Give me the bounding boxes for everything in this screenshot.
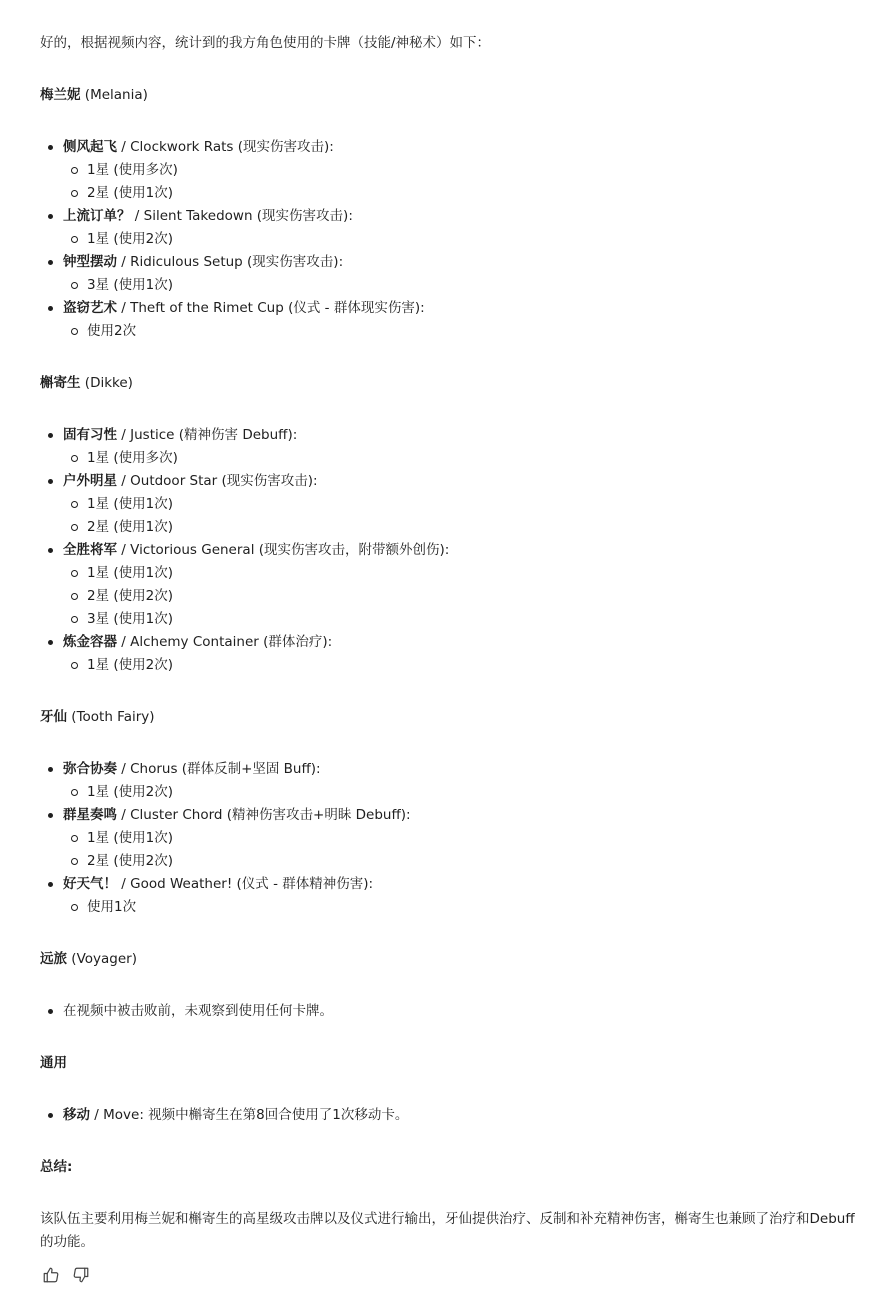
skill-detail: / Theft of the Rimet Cup (仪式 - 群体现实伤害):	[117, 300, 425, 316]
usage-item: 1星 (使用1次)	[63, 562, 856, 585]
skill-item	[40, 758, 856, 804]
skill-name-cn: 盗窃艺术	[63, 300, 117, 316]
note-item: 在视频中被击败前，未观察到使用任何卡牌。	[40, 1000, 856, 1023]
skill-name-cn: 钟型摆动	[63, 254, 117, 270]
section-title-cn: 远旅	[40, 951, 67, 967]
skill-item	[40, 251, 856, 297]
skill-list	[40, 1000, 856, 1023]
skill-detail: / Alchemy Container (群体治疗):	[117, 634, 333, 650]
skill-name-cn: 弥合协奏	[63, 761, 117, 777]
skill-item	[40, 136, 856, 205]
skill-item	[40, 424, 856, 470]
skill-list	[40, 1104, 856, 1127]
thumbs-down-icon	[72, 1266, 90, 1284]
intro-text: 好的，根据视频内容，统计到的我方角色使用的卡牌（技能/神秘术）如下：	[40, 35, 491, 51]
skill-name-cn: 好天气！	[63, 876, 117, 892]
skill-item	[40, 470, 856, 539]
skill-detail: / Chorus (群体反制+坚固 Buff):	[117, 761, 321, 777]
skill-name-cn: 固有习性	[63, 427, 117, 443]
usage-list	[63, 827, 856, 873]
section-title	[40, 372, 856, 395]
character-sections	[40, 84, 856, 1127]
usage-item: 1星 (使用多次)	[63, 159, 856, 182]
section-title-en: (Tooth Fairy)	[71, 709, 155, 725]
usage-item: 2星 (使用1次)	[63, 182, 856, 205]
section-title	[40, 84, 856, 107]
skill-item	[40, 873, 856, 919]
section-title	[40, 948, 856, 971]
skill-item	[40, 297, 856, 343]
section-title-cn: 牙仙	[40, 709, 67, 725]
skill-name-cn: 全胜将军	[63, 542, 117, 558]
skill-name-cn: 上流订单？	[63, 208, 131, 224]
skill-detail: / Outdoor Star (现实伤害攻击):	[117, 473, 318, 489]
usage-list	[63, 654, 856, 677]
section-title-en: (Dikke)	[84, 375, 133, 391]
skill-list	[40, 758, 856, 919]
skill-name-cn: 侧风起飞	[63, 139, 117, 155]
section-title	[40, 1052, 856, 1075]
skill-list	[40, 424, 856, 677]
usage-list	[63, 447, 856, 470]
skill-detail: / Move: 视频中槲寄生在第8回合使用了1次移动卡。	[90, 1107, 409, 1123]
usage-item: 2星 (使用2次)	[63, 585, 856, 608]
usage-list	[63, 274, 856, 297]
skill-item	[40, 1104, 856, 1127]
usage-item: 1星 (使用1次)	[63, 493, 856, 516]
section-title	[40, 706, 856, 729]
usage-item: 1星 (使用多次)	[63, 447, 856, 470]
usage-list	[63, 896, 856, 919]
skill-detail: / Cluster Chord (精神伤害攻击+明眛 Debuff):	[117, 807, 411, 823]
feedback-bar	[40, 1264, 856, 1286]
summary-title-text: 总结:	[40, 1159, 73, 1175]
usage-list	[63, 562, 856, 631]
section-title-en: (Voyager)	[71, 951, 137, 967]
skill-name-cn: 群星奏鸣	[63, 807, 117, 823]
skill-name-cn: 移动	[63, 1107, 90, 1123]
thumbs-up-button[interactable]	[40, 1264, 62, 1286]
usage-item: 使用1次	[63, 896, 856, 919]
usage-list	[63, 493, 856, 539]
skill-list	[40, 136, 856, 343]
usage-list	[63, 159, 856, 205]
skill-detail: / Silent Takedown (现实伤害攻击):	[130, 208, 353, 224]
usage-item: 2星 (使用1次)	[63, 516, 856, 539]
summary-text: 该队伍主要利用梅兰妮和槲寄生的高星级攻击牌以及仪式进行输出，牙仙提供治疗、反制和补充精神伤害，槲寄生也兼顾了治疗和Debuff的功能。	[40, 1211, 855, 1250]
skill-item	[40, 631, 856, 677]
skill-detail: / Clockwork Rats (现实伤害攻击):	[117, 139, 334, 155]
summary-title	[40, 1156, 856, 1179]
usage-item: 1星 (使用2次)	[63, 654, 856, 677]
usage-list	[63, 228, 856, 251]
thumbs-down-button[interactable]	[70, 1264, 92, 1286]
usage-list	[63, 781, 856, 804]
usage-item: 3星 (使用1次)	[63, 274, 856, 297]
skill-detail: / Good Weather! (仪式 - 群体精神伤害):	[117, 876, 374, 892]
usage-item: 使用2次	[63, 320, 856, 343]
section-title-cn: 槲寄生	[40, 375, 81, 391]
thumbs-up-icon	[42, 1266, 60, 1284]
usage-item: 1星 (使用2次)	[63, 228, 856, 251]
section-title-cn: 通用	[40, 1055, 67, 1071]
skill-detail: / Justice (精神伤害 Debuff):	[117, 427, 298, 443]
usage-item: 2星 (使用2次)	[63, 850, 856, 873]
skill-item	[40, 539, 856, 631]
section-title-cn: 梅兰妮	[40, 87, 81, 103]
usage-list	[63, 320, 856, 343]
skill-detail: / Victorious General (现实伤害攻击，附带额外创伤):	[117, 542, 450, 558]
skill-detail: / Ridiculous Setup (现实伤害攻击):	[117, 254, 344, 270]
section-title-en: (Melania)	[84, 87, 148, 103]
usage-item: 1星 (使用1次)	[63, 827, 856, 850]
usage-item: 3星 (使用1次)	[63, 608, 856, 631]
skill-name-cn: 炼金容器	[63, 634, 117, 650]
usage-item: 1星 (使用2次)	[63, 781, 856, 804]
skill-name-cn: 户外明星	[63, 473, 117, 489]
skill-item	[40, 804, 856, 873]
skill-item	[40, 205, 856, 251]
